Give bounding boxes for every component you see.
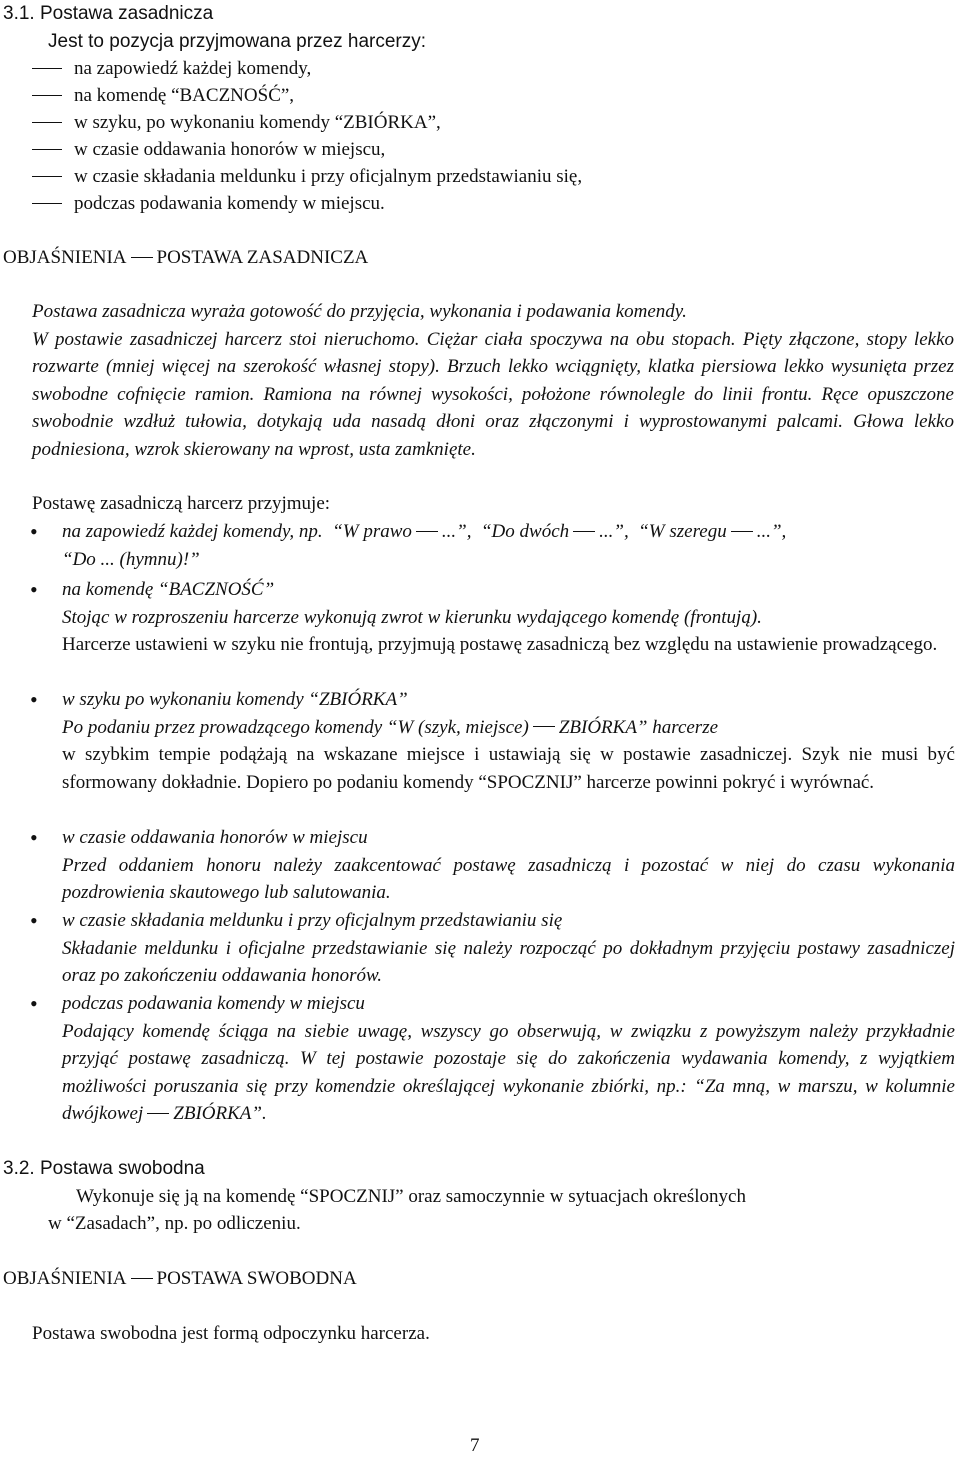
explanation-title: OBJAŚNIENIA POSTAWA ZASADNICZA xyxy=(3,247,369,268)
explanation-paragraph: Postawa swobodna jest formą odpoczynku harcerza. xyxy=(32,1323,430,1344)
bullet-item: podczas podawania komendy w miejscu Podający komendę ściąga na siebie uwagę, wszyscy go obserwują, w związku z powyższym należy przykładnie przyjąć postawę zasadniczą. W tej postawie pozostaje się do zakończenia wydawania komendy, z wyjątkiem możliwości poruszania się przy komendzie określającej wykonanie zbiórki, np.: “Za mną, w marszu, w kolumnie dwójkowej ZBIÓRKA”. xyxy=(62,993,955,1124)
list-item: w szyku, po wykonaniu komendy “ZBIÓRKA”, xyxy=(32,109,441,137)
dash-marker xyxy=(131,257,153,258)
bullet-item: w czasie składania meldunku i przy oficjalnym przedstawianiu się Składanie meldunku i oficjalne przedstawianie się należy rozpocząć po dokładnym przyjęciu postawy zasadniczej oraz po zakończeniu oddawania honorów. xyxy=(62,910,955,986)
dash-marker xyxy=(131,1278,153,1279)
section-text: Wykonuje się ją na komendę “SPOCZNIJ” oraz samoczynnie w sytuacjach określonych xyxy=(76,1186,746,1207)
takes-intro: Postawę zasadniczą harcerz przyjmuje: xyxy=(32,493,331,514)
list-item: w czasie oddawania honorów w miejscu, xyxy=(32,136,385,164)
bullet-marker: • xyxy=(30,825,38,850)
section-text: w “Zasadach”, np. po odliczeniu. xyxy=(48,1213,301,1234)
bullet-marker: • xyxy=(30,687,38,712)
list-item: w czasie składania meldunku i przy oficjalnym przedstawianiu się, xyxy=(32,163,582,191)
section-intro: Jest to pozycja przyjmowana przez harcerzy: xyxy=(48,31,427,52)
dash-marker xyxy=(32,68,62,69)
dash-marker xyxy=(32,122,62,123)
page-number: 7 xyxy=(470,1435,480,1456)
dash-marker xyxy=(32,176,62,177)
explanation-paragraph: Postawa zasadnicza wyraża gotowość do przyjęcia, wykonania i podawania komendy. W postawie zasadniczej harcerz stoi nieruchomo. Ciężar ciała spoczywa na obu stopach. Pięty złączone, stopy lekko rozwarte (mniej więcej na szerokość własnej stopy). Brzuch lekko wciągnięty, klatka piersiowa lekko wysunięta przez swobodne cofnięcie ramion. Ramiona na równej wysokości, położone równolegle do linii frontu. Ręce opuszczone swobodnie wzdłuż tułowia, dotykają uda nasadą dłoni oraz złączonymi i wyprostowanymi palcami. Głowa lekko podniesiona, wzrok skierowany na wprost, usta zamknięte. xyxy=(32,301,955,460)
bullet-item: w czasie oddawania honorów w miejscu Przed oddaniem honoru należy zaakcentować postawę zasadniczą i pozostać w niej do czasu wykonania pozdrowienia skautowego lub salutowania. xyxy=(62,827,955,903)
bullet-item: na zapowiedź każdej komendy, np. “W prawo ...”, “Do dwóch ...”, “W szeregu ...”, “Do ... (hymnu)!” xyxy=(62,521,787,570)
bullet-item: na komendę “BACZNOŚĆ” Stojąc w rozproszeniu harcerze wykonują zwrot w kierunku wydającego komendę (frontują). Harcerze ustawieni w szyku nie frontują, przyjmują postawę zasadniczą bez względu na ustawienie prowadzącego. xyxy=(62,579,938,655)
explanation-title: OBJAŚNIENIA POSTAWA SWOBODNA xyxy=(3,1268,357,1289)
section-heading-3-1: 3.1. Postawa zasadnicza xyxy=(3,3,214,24)
bullet-item: w szyku po wykonaniu komendy “ZBIÓRKA” Po podaniu przez prowadzącego komendy “W (szyk, miejsce) ZBIÓRKA” harcerze w szybkim tempie podążają na wskazane miejsce i ustawiają się w postawie zasadniczej. Szyk nie musi być sformowany dokładnie. Dopiero po podaniu komendy “SPOCZNIJ” harcerze powinni pokryć i wyrównać. xyxy=(62,689,955,793)
bullet-marker: • xyxy=(30,908,38,933)
bullet-marker: • xyxy=(30,519,38,544)
dash-marker xyxy=(32,149,62,150)
dash-marker xyxy=(32,203,62,204)
dash-marker xyxy=(32,95,62,96)
bullet-marker: • xyxy=(30,577,38,602)
list-item: podczas podawania komendy w miejscu. xyxy=(32,190,385,218)
list-item: na zapowiedź każdej komendy, xyxy=(32,55,311,83)
bullet-marker: • xyxy=(30,991,38,1016)
list-item: na komendę “BACZNOŚĆ”, xyxy=(32,82,294,110)
section-heading-3-2: 3.2. Postawa swobodna xyxy=(3,1158,205,1179)
